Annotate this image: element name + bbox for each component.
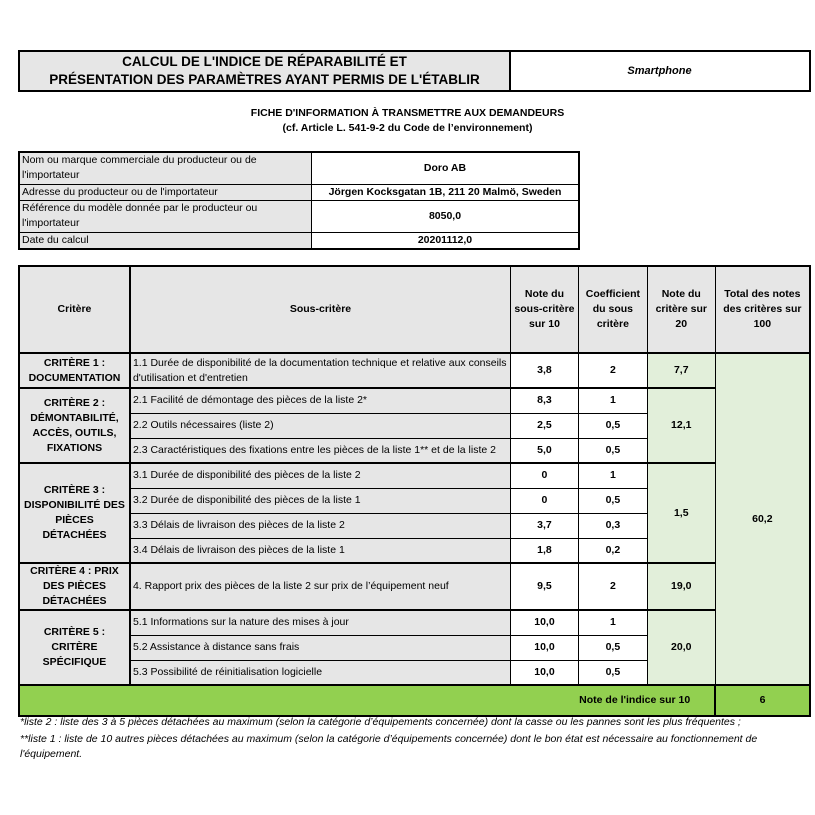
info-value: Doro AB xyxy=(312,152,580,184)
total-score: 60,2 xyxy=(715,353,810,685)
criterion-4: CRITÈRE 4 : PRIX DES PIÈCES DÉTACHÉES xyxy=(19,563,130,610)
criterion-note: 19,0 xyxy=(647,563,715,610)
criterion-note: 7,7 xyxy=(647,353,715,388)
criterion-note: 20,0 xyxy=(647,610,715,685)
producer-info-table xyxy=(18,151,580,250)
sub-criterion-coef: 0,5 xyxy=(578,438,647,463)
sub-criterion-note: 10,0 xyxy=(511,635,579,660)
sub-criterion-label: 2.1 Facilité de démontage des pièces de la liste 2* xyxy=(130,388,511,413)
sub-criterion-label: 3.2 Durée de disponibilité des pièces de la liste 1 xyxy=(130,488,511,513)
info-label: Nom ou marque commerciale du producteur ou de l'importateur xyxy=(19,152,312,184)
sub-criterion-note: 1,8 xyxy=(511,538,579,563)
footnote-liste-2: *liste 2 : liste des 3 à 5 pièces détachées au maximum (selon la catégorie d’équipements concernée) dont la casse ou les pannes sont les plus fréquentes ; xyxy=(20,716,741,728)
sub-criterion-note: 2,5 xyxy=(511,413,579,438)
sub-criterion-label: 4. Rapport prix des pièces de la liste 2 sur prix de l’équipement neuf xyxy=(130,563,511,610)
header-note-critere: Note du critère sur 20 xyxy=(647,266,715,353)
header-coefficient: Coefficient du sous critère xyxy=(578,266,647,353)
sub-criterion-label: 3.3 Délais de livraison des pièces de la liste 2 xyxy=(130,513,511,538)
sub-criterion-label: 5.2 Assistance à distance sans frais xyxy=(130,635,511,660)
sub-criterion-note: 10,0 xyxy=(511,660,579,685)
final-score-label: Note de l'indice sur 10 xyxy=(19,685,715,716)
criterion-note: 1,5 xyxy=(647,463,715,563)
header-critere: Critère xyxy=(19,266,130,353)
criteria-table xyxy=(18,265,811,717)
header-total: Total des notes des critères sur 100 xyxy=(715,266,810,353)
sub-criterion-label: 5.3 Possibilité de réinitialisation logicielle xyxy=(130,660,511,685)
sub-criterion-label: 3.1 Durée de disponibilité des pièces de la liste 2 xyxy=(130,463,511,488)
sub-criterion-coef: 1 xyxy=(578,463,647,488)
product-category: Smartphone xyxy=(510,50,811,92)
title-line-1: CALCUL DE L'INDICE DE RÉPARABILITÉ ET xyxy=(122,54,407,69)
sub-criterion-note: 9,5 xyxy=(511,563,579,610)
sub-criterion-note: 10,0 xyxy=(511,610,579,635)
sub-criterion-note: 3,7 xyxy=(511,513,579,538)
sub-criterion-label: 3.4 Délais de livraison des pièces de la liste 1 xyxy=(130,538,511,563)
sub-criterion-coef: 0,5 xyxy=(578,660,647,685)
info-label: Référence du modèle donnée par le producteur ou l'importateur xyxy=(19,200,312,232)
document-title xyxy=(18,50,511,92)
sub-criterion-coef: 1 xyxy=(578,388,647,413)
sub-criterion-note: 5,0 xyxy=(511,438,579,463)
footnote-liste-1: **liste 1 : liste de 10 autres pièces détachées au maximum (selon la catégorie d’équipements concernée) dont le bon état est nécessaire au fonctionnement de l'équipement. xyxy=(20,733,758,760)
sub-criterion-coef: 0,3 xyxy=(578,513,647,538)
sub-criterion-note: 8,3 xyxy=(511,388,579,413)
fiche-reference: (cf. Article L. 541-9-2 du Code de l’environnement) xyxy=(282,122,533,134)
sub-criterion-coef: 0,5 xyxy=(578,635,647,660)
fiche-title: FICHE D'INFORMATION À TRANSMETTRE AUX DEMANDEURS xyxy=(250,107,565,119)
sub-criterion-note: 0 xyxy=(511,488,579,513)
header-note-sous-critere: Note du sous-critère sur 10 xyxy=(511,266,579,353)
sub-criterion-coef: 2 xyxy=(578,353,647,388)
criterion-5: CRITÈRE 5 : CRITÈRE SPÉCIFIQUE xyxy=(19,610,130,685)
sub-criterion-note: 3,8 xyxy=(511,353,579,388)
sub-criterion-label: 5.1 Informations sur la nature des mises à jour xyxy=(130,610,511,635)
info-value: Jörgen Kocksgatan 1B, 211 20 Malmö, Sweden xyxy=(312,184,580,200)
title-line-2: PRÉSENTATION DES PARAMÈTRES AYANT PERMIS DE L'ÉTABLIR xyxy=(49,72,480,87)
info-label: Adresse du producteur ou de l'importateur xyxy=(19,184,312,200)
sub-criterion-label: 2.2 Outils nécessaires (liste 2) xyxy=(130,413,511,438)
criterion-1: CRITÈRE 1 : DOCUMENTATION xyxy=(19,353,130,388)
sub-criterion-coef: 2 xyxy=(578,563,647,610)
header-sous-critere: Sous-critère xyxy=(130,266,511,353)
info-value: 8050,0 xyxy=(312,200,580,232)
sub-criterion-note: 0 xyxy=(511,463,579,488)
criterion-3: CRITÈRE 3 : DISPONIBILITÉ DES PIÈCES DÉTACHÉES xyxy=(19,463,130,563)
criterion-2: CRITÈRE 2 : DÉMONTABILITÉ, ACCÈS, OUTILS, FIXATIONS xyxy=(19,388,130,463)
info-value: 20201112,0 xyxy=(312,232,580,249)
info-label: Date du calcul xyxy=(19,232,312,249)
final-score-value: 6 xyxy=(715,685,810,716)
sub-criterion-coef: 0,5 xyxy=(578,488,647,513)
sub-criterion-label: 2.3 Caractéristiques des fixations entre les pièces de la liste 1** et de la liste 2 xyxy=(130,438,511,463)
sub-criterion-coef: 0,2 xyxy=(578,538,647,563)
sub-criterion-coef: 1 xyxy=(578,610,647,635)
criterion-note: 12,1 xyxy=(647,388,715,463)
sub-criterion-coef: 0,5 xyxy=(578,413,647,438)
sub-criterion-label: 1.1 Durée de disponibilité de la documentation technique et relative aux conseils d'utilisation et d'entretien xyxy=(130,353,511,388)
